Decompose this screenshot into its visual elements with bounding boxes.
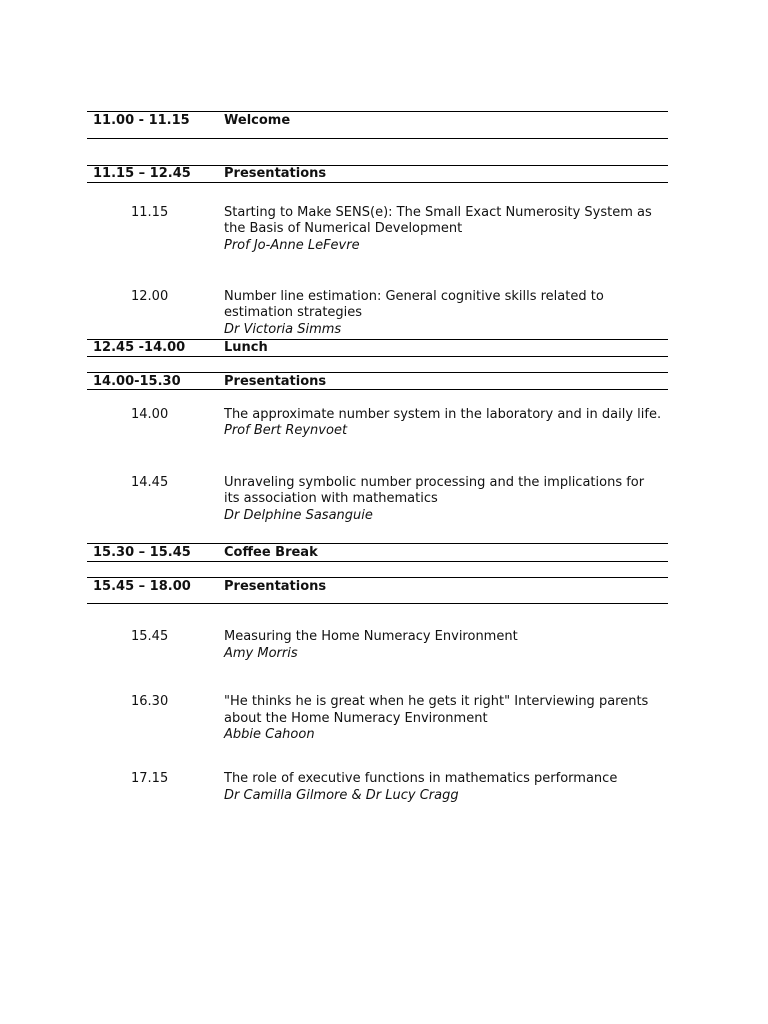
talk-time: 12.00 xyxy=(131,289,169,304)
talk-time: 11.15 xyxy=(131,205,169,220)
talk-title: "He thinks he is great when he gets it right" Interviewing parents xyxy=(224,694,649,709)
talk-speaker: Dr Victoria Simms xyxy=(224,322,342,337)
talk-speaker: Dr Delphine Sasanguie xyxy=(224,508,373,523)
rule xyxy=(87,561,668,562)
talk-title: The role of executive functions in mathematics performance xyxy=(224,771,618,786)
talk-title: the Basis of Numerical Development xyxy=(224,221,463,236)
session-label: Presentations xyxy=(224,374,327,389)
session-label: Presentations xyxy=(224,579,327,594)
talk-speaker: Amy Morris xyxy=(224,646,298,661)
talk-time: 16.30 xyxy=(131,694,169,709)
session-label: Welcome xyxy=(224,113,291,128)
session-time: 15.45 – 18.00 xyxy=(93,579,191,594)
talk-title: Starting to Make SENS(e): The Small Exact Numerosity System as xyxy=(224,205,652,220)
talk-title: Measuring the Home Numeracy Environment xyxy=(224,629,518,644)
talk-time: 14.45 xyxy=(131,475,169,490)
talk-speaker: Prof Bert Reynvoet xyxy=(224,423,348,438)
session-time: 14.00-15.30 xyxy=(93,374,181,389)
session-label: Lunch xyxy=(224,340,268,355)
talk-speaker: Dr Camilla Gilmore & Dr Lucy Cragg xyxy=(224,788,459,803)
talk-time: 14.00 xyxy=(131,407,169,422)
rule xyxy=(87,182,668,183)
rule xyxy=(87,603,668,604)
talk-title: estimation strategies xyxy=(224,305,363,320)
session-time: 11.15 – 12.45 xyxy=(93,166,191,181)
talk-speaker: Prof Jo-Anne LeFevre xyxy=(224,238,360,253)
talk-speaker: Abbie Cahoon xyxy=(224,727,315,742)
talk-title: its association with mathematics xyxy=(224,491,438,506)
session-time: 11.00 - 11.15 xyxy=(93,113,190,128)
session-time: 12.45 -14.00 xyxy=(93,340,186,355)
talk-time: 17.15 xyxy=(131,771,169,786)
session-label: Presentations xyxy=(224,166,327,181)
talk-title: The approximate number system in the laboratory and in daily life. xyxy=(224,407,662,422)
talk-title: Unraveling symbolic number processing and the implications for xyxy=(224,475,645,490)
talk-title: about the Home Numeracy Environment xyxy=(224,711,488,726)
rule xyxy=(87,356,668,357)
talk-time: 15.45 xyxy=(131,629,169,644)
talk-title: Number line estimation: General cognitive skills related to xyxy=(224,289,604,304)
rule xyxy=(87,138,668,139)
session-label: Coffee Break xyxy=(224,545,318,560)
session-time: 15.30 – 15.45 xyxy=(93,545,191,560)
